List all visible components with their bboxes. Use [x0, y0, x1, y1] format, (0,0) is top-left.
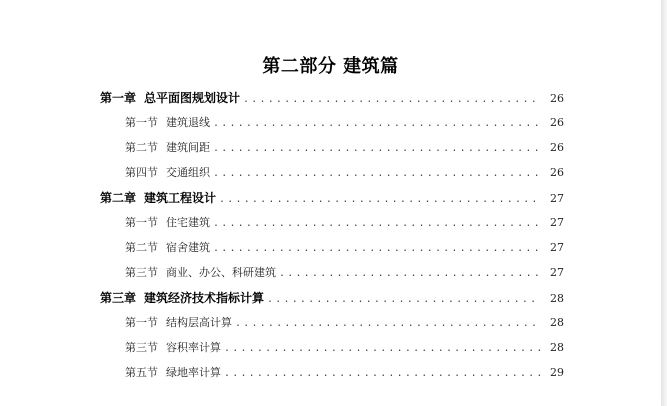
section-number: 第一节	[125, 116, 158, 129]
chapter-title: 总平面图规划设计	[144, 91, 241, 105]
page-number: 27	[550, 241, 564, 254]
page-number: 27	[550, 192, 564, 205]
section-title: 容积率计算	[166, 341, 221, 354]
section-title: 宿舍建筑	[166, 241, 210, 254]
page-number: 26	[550, 92, 564, 105]
page-number: 26	[550, 116, 564, 129]
section-number: 第三节	[125, 341, 158, 354]
toc-section-2-1[interactable]	[125, 213, 564, 233]
toc-chapter-1[interactable]	[100, 88, 564, 108]
dot-leader	[213, 164, 540, 184]
toc-section-3-1[interactable]	[125, 313, 564, 333]
page-number: 26	[550, 166, 564, 179]
page-number: 29	[550, 366, 564, 379]
chapter-number: 第二章	[100, 191, 137, 205]
toc-section-2-2[interactable]	[125, 238, 564, 258]
section-title: 建筑间距	[166, 141, 210, 154]
dot-leader	[235, 314, 540, 334]
section-number: 第一节	[125, 316, 158, 329]
dot-leader	[219, 190, 540, 210]
section-title: 结构层高计算	[166, 316, 232, 329]
toc-chapter-3[interactable]	[100, 288, 564, 308]
page-number: 28	[550, 341, 564, 354]
page-number: 28	[550, 316, 564, 329]
toc-section-1-4[interactable]	[125, 163, 564, 183]
section-title: 建筑退线	[166, 116, 210, 129]
page-number: 28	[550, 292, 564, 305]
page-title: 第二部分 建筑篇	[262, 56, 399, 77]
section-number: 第四节	[125, 166, 158, 179]
chapter-number: 第三章	[100, 291, 137, 305]
section-number: 第二节	[125, 241, 158, 254]
section-number: 第三节	[125, 266, 158, 279]
dot-leader	[224, 339, 540, 359]
section-title: 商业、办公、科研建筑	[166, 266, 276, 279]
toc-section-3-3[interactable]	[125, 338, 564, 358]
toc-section-1-2[interactable]	[125, 138, 564, 158]
chapter-number: 第一章	[100, 91, 137, 105]
page-number: 26	[550, 141, 564, 154]
section-title: 交通组织	[166, 166, 210, 179]
toc-section-1-1[interactable]	[125, 113, 564, 133]
dot-leader	[224, 364, 540, 384]
page-edge-shadow	[661, 0, 667, 406]
chapter-title: 建筑经济技术指标计算	[144, 291, 265, 305]
dot-leader	[213, 114, 540, 134]
section-title: 住宅建筑	[166, 216, 210, 229]
toc-chapter-2[interactable]	[100, 188, 564, 208]
page-number: 27	[550, 266, 564, 279]
dot-leader	[243, 90, 540, 110]
dot-leader	[213, 139, 540, 159]
toc-section-2-3[interactable]	[125, 263, 564, 283]
section-title: 绿地率计算	[166, 366, 221, 379]
dot-leader	[267, 290, 540, 310]
chapter-title: 建筑工程设计	[144, 191, 217, 205]
section-number: 第一节	[125, 216, 158, 229]
dot-leader	[213, 239, 540, 259]
toc-section-3-5[interactable]	[125, 363, 564, 383]
dot-leader	[213, 214, 540, 234]
page-number: 27	[550, 216, 564, 229]
section-number: 第二节	[125, 141, 158, 154]
section-number: 第五节	[125, 366, 158, 379]
dot-leader	[279, 264, 540, 284]
